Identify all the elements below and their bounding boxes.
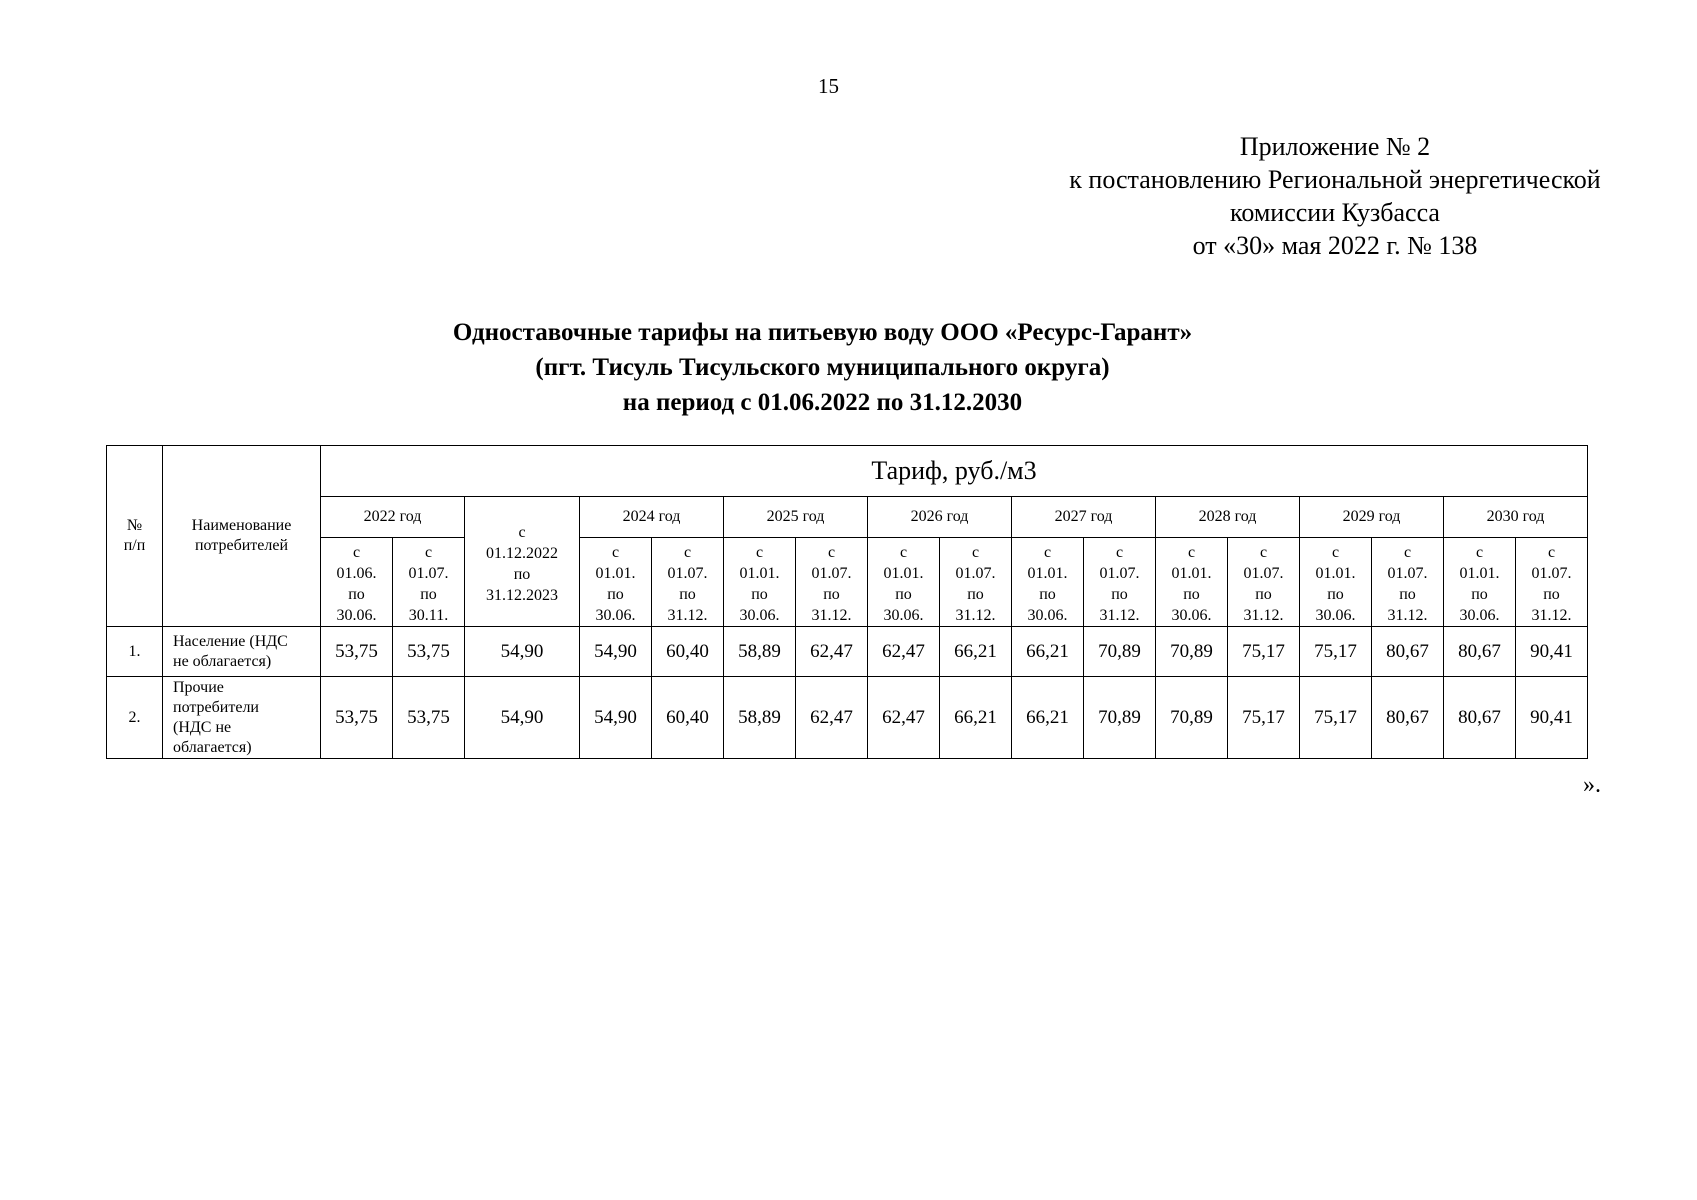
tariff-value: 62,47 — [868, 627, 940, 677]
header-subperiod — [868, 538, 940, 627]
tariff-value: 80,67 — [1372, 677, 1444, 759]
tariff-value: 53,75 — [321, 627, 393, 677]
cell-line: с — [611, 544, 620, 561]
cell-line: 30.06. — [595, 607, 636, 624]
header-year: 2027 год — [1012, 497, 1156, 538]
cell-line: по — [1471, 586, 1488, 603]
tariff-value: 62,47 — [796, 677, 868, 759]
header-subperiod — [652, 538, 724, 627]
cell-line: с — [683, 544, 692, 561]
tariff-value: 58,89 — [724, 627, 796, 677]
cell-line: 01.01. — [1027, 565, 1068, 582]
cell-line: 01.01. — [739, 565, 780, 582]
cell-line: 31.12. — [1243, 607, 1284, 624]
cell-line: по — [967, 586, 984, 603]
cell-line: 01.07. — [1531, 565, 1572, 582]
cell-line: 01.07. — [1243, 565, 1284, 582]
header-row-years — [107, 497, 1588, 538]
tariff-value: 75,17 — [1228, 677, 1300, 759]
header-year: 2026 год — [868, 497, 1012, 538]
tariff-value: 62,47 — [868, 677, 940, 759]
document-title — [0, 315, 1697, 420]
tariff-value: 54,90 — [580, 627, 652, 677]
header-year: 2022 год — [321, 497, 465, 538]
cell-line: 01.07. — [955, 565, 996, 582]
cell-line: 30.06. — [1315, 607, 1356, 624]
cell-line: 30.11. — [408, 607, 449, 624]
header-subperiod — [1444, 538, 1516, 627]
tariff-value: 80,67 — [1444, 627, 1516, 677]
cell-line: с — [827, 544, 836, 561]
row-index: 2. — [107, 677, 163, 759]
tariff-value: 54,90 — [465, 677, 580, 759]
header-year: 2029 год — [1300, 497, 1444, 538]
header-subperiod — [1084, 538, 1156, 627]
cell-line: 31.12. — [1531, 607, 1572, 624]
cell-line: 01.01. — [1315, 565, 1356, 582]
cell-line: Наименование — [191, 517, 292, 534]
header-tariff: Тариф, руб./м3 — [321, 446, 1588, 497]
cell-line: с — [1331, 544, 1340, 561]
cell-line: по — [1111, 586, 1128, 603]
cell-line: с — [1547, 544, 1556, 561]
header-subperiod — [1156, 538, 1228, 627]
cell-line: с — [755, 544, 764, 561]
cell-line: 01.07. — [811, 565, 852, 582]
cell-line: потребители — [173, 698, 259, 716]
cell-line: 30.06. — [883, 607, 924, 624]
tariff-value: 90,41 — [1516, 677, 1588, 759]
tariff-value: 66,21 — [940, 677, 1012, 759]
header-subperiod — [1228, 538, 1300, 627]
cell-line: 31.12. — [811, 607, 852, 624]
cell-line: 01.07. — [1387, 565, 1428, 582]
cell-line: с — [1187, 544, 1196, 561]
cell-line: не облагается) — [173, 652, 272, 670]
cell-line: 31.12. — [667, 607, 708, 624]
appendix-line: к постановлению Региональной энергетической — [1069, 165, 1601, 194]
tariff-value: 53,75 — [393, 677, 465, 759]
cell-line: 01.01. — [1459, 565, 1500, 582]
title-line: Одноставочные тарифы на питьевую воду ООО «Ресурс-Гарант» — [452, 319, 1193, 346]
cell-line: по — [823, 586, 840, 603]
header-year: 2025 год — [724, 497, 868, 538]
cell-line: по — [895, 586, 912, 603]
cell-line: с — [1259, 544, 1268, 561]
tariff-value: 54,90 — [465, 627, 580, 677]
tariff-value: 75,17 — [1300, 627, 1372, 677]
cell-line: по — [348, 586, 365, 603]
tariff-value: 70,89 — [1084, 627, 1156, 677]
appendix-line: от «30» мая 2022 г. № 138 — [1192, 231, 1478, 260]
cell-line: 01.12.2022 — [486, 544, 558, 562]
cell-line: 31.12.2023 — [486, 586, 558, 604]
cell-line: 01.01. — [595, 565, 636, 582]
cell-line: с — [424, 544, 433, 561]
cell-line: с — [1043, 544, 1052, 561]
cell-line: 01.07. — [1099, 565, 1140, 582]
cell-line: по — [1327, 586, 1344, 603]
cell-line: 31.12. — [1387, 607, 1428, 624]
consumer-name — [163, 627, 321, 677]
header-subperiod — [1372, 538, 1444, 627]
header-subperiod — [796, 538, 868, 627]
cell-line: 30.06. — [739, 607, 780, 624]
header-subperiod — [940, 538, 1012, 627]
cell-line: по — [420, 586, 437, 603]
cell-line: по — [751, 586, 768, 603]
cell-line: 31.12. — [1099, 607, 1140, 624]
tariff-value: 70,89 — [1156, 677, 1228, 759]
cell-line: 31.12. — [955, 607, 996, 624]
header-consumer-name — [163, 446, 321, 627]
tariff-value: 58,89 — [724, 677, 796, 759]
cell-line: № — [126, 517, 143, 534]
cell-line: по — [1543, 586, 1560, 603]
header-subperiod — [1300, 538, 1372, 627]
cell-line: по — [679, 586, 696, 603]
cell-line: п/п — [123, 537, 146, 554]
cell-line: по — [1399, 586, 1416, 603]
tariff-value: 90,41 — [1516, 627, 1588, 677]
header-subperiod — [580, 538, 652, 627]
page-number: 15 — [818, 74, 839, 98]
cell-line: 30.06. — [1171, 607, 1212, 624]
cell-line: (НДС не — [173, 718, 232, 736]
cell-line: по — [1183, 586, 1200, 603]
cell-line: с — [899, 544, 908, 561]
header-year: 2028 год — [1156, 497, 1300, 538]
tariff-value: 53,75 — [321, 677, 393, 759]
table-row — [107, 677, 1588, 759]
tariff-value: 75,17 — [1228, 627, 1300, 677]
header-subperiod — [393, 538, 465, 627]
table-row — [107, 627, 1588, 677]
cell-line: 01.06. — [336, 565, 377, 582]
header-row-subperiods — [107, 538, 1588, 627]
appendix-block — [1030, 130, 1640, 262]
appendix-line: Приложение № 2 — [1239, 132, 1431, 161]
row-index: 1. — [107, 627, 163, 677]
tariff-value: 66,21 — [940, 627, 1012, 677]
tariff-value: 53,75 — [393, 627, 465, 677]
cell-line: 30.06. — [336, 607, 377, 624]
cell-line: с — [971, 544, 980, 561]
closing-quote-mark: ». — [1583, 772, 1601, 798]
cell-line: по — [1039, 586, 1056, 603]
cell-line: 01.01. — [1171, 565, 1212, 582]
tariff-value: 60,40 — [652, 677, 724, 759]
tariff-value: 60,40 — [652, 627, 724, 677]
tariff-value: 70,89 — [1084, 677, 1156, 759]
tariff-value: 54,90 — [580, 677, 652, 759]
cell-line: с — [1115, 544, 1124, 561]
tariff-value: 62,47 — [796, 627, 868, 677]
header-subperiod — [1516, 538, 1588, 627]
cell-line: с — [1403, 544, 1412, 561]
cell-line: с — [518, 523, 526, 541]
appendix-line: комиссии Кузбасса — [1230, 198, 1440, 227]
tariff-value: 66,21 — [1012, 627, 1084, 677]
cell-line: Прочие — [173, 678, 224, 696]
cell-line: по — [1255, 586, 1272, 603]
tariff-value: 70,89 — [1156, 627, 1228, 677]
cell-line: 01.01. — [883, 565, 924, 582]
header-subperiod — [724, 538, 796, 627]
tariff-table — [106, 445, 1588, 759]
header-subperiod — [1012, 538, 1084, 627]
cell-line: 01.07. — [408, 565, 449, 582]
cell-line: 30.06. — [1027, 607, 1068, 624]
title-line: на период с 01.06.2022 по 31.12.2030 — [622, 389, 1023, 416]
tariff-value: 80,67 — [1372, 627, 1444, 677]
consumer-name — [163, 677, 321, 759]
cell-line: с — [1475, 544, 1484, 561]
title-line: (пгт. Тисуль Тисульского муниципального округа) — [535, 354, 1110, 381]
header-year: 2030 год — [1444, 497, 1588, 538]
tariff-value: 80,67 — [1444, 677, 1516, 759]
header-row-tariff — [107, 446, 1588, 497]
header-special-period — [465, 497, 580, 627]
cell-line: 01.07. — [667, 565, 708, 582]
header-year: 2024 год — [580, 497, 724, 538]
cell-line: облагается) — [173, 738, 252, 756]
tariff-value: 66,21 — [1012, 677, 1084, 759]
header-number — [107, 446, 163, 627]
cell-line: по — [513, 565, 531, 583]
cell-line: Население (НДС — [173, 632, 288, 650]
cell-line: 30.06. — [1459, 607, 1500, 624]
cell-line: с — [352, 544, 361, 561]
cell-line: потребителей — [194, 537, 289, 554]
tariff-value: 75,17 — [1300, 677, 1372, 759]
cell-line: по — [607, 586, 624, 603]
header-subperiod — [321, 538, 393, 627]
